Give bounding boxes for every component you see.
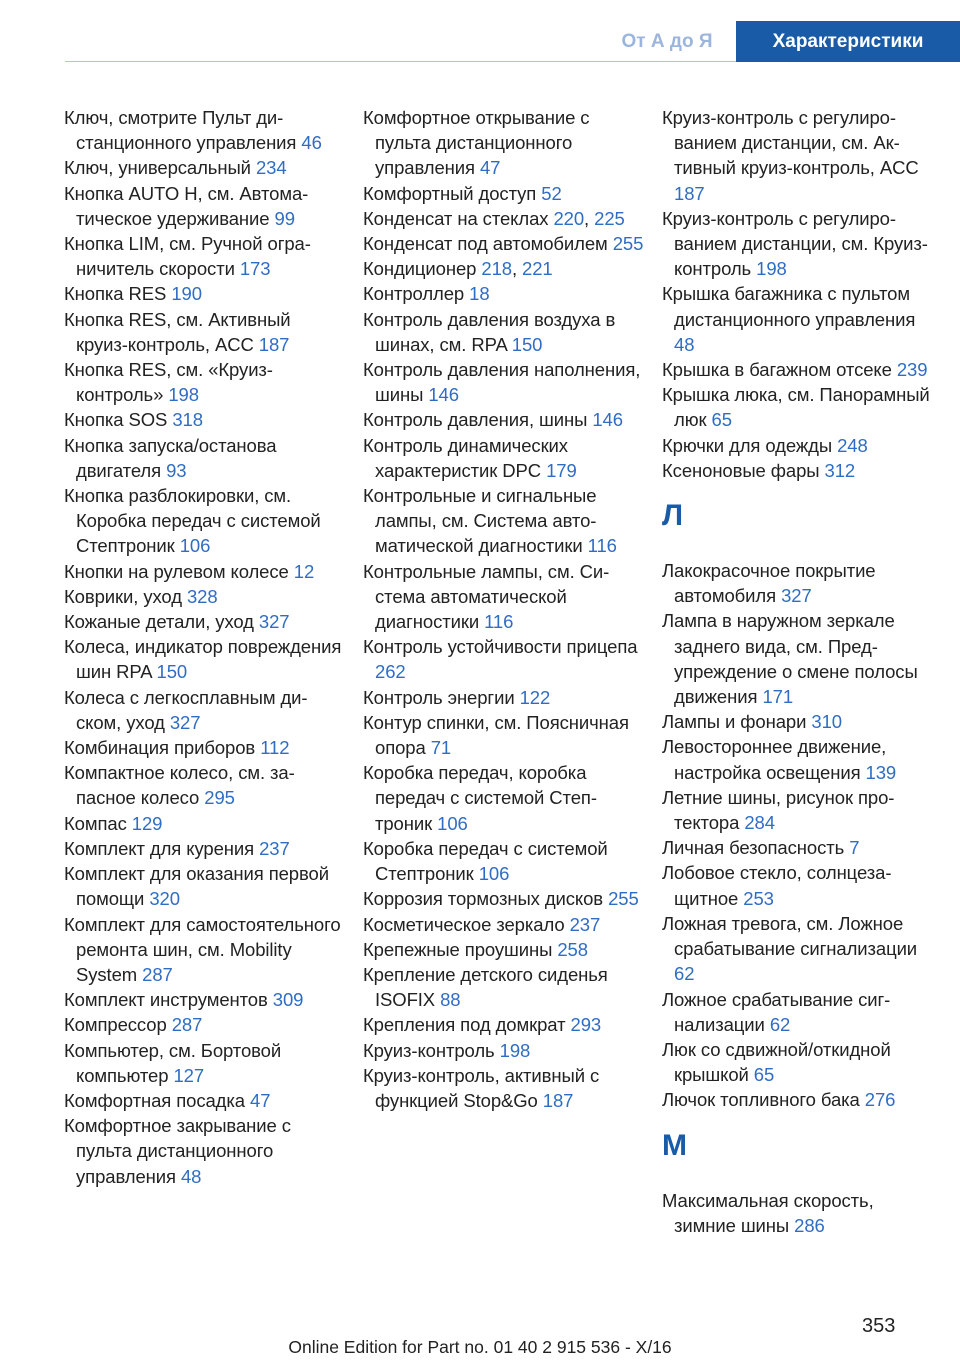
index-entry-text: Комплект для оказания первой помощи <box>64 863 329 910</box>
index-entry-text: Компьютер, см. Бортовой компьютер <box>64 1039 282 1086</box>
index-entry-text: Комфортный доступ <box>363 182 537 204</box>
page-reference-link[interactable]: 173 <box>239 258 271 280</box>
page-reference-link[interactable]: 18 <box>469 283 490 305</box>
index-entry-text: Контроль давления наполнения, шины <box>363 359 641 406</box>
index-entry-text: Крепления под домкрат <box>363 1014 566 1036</box>
page-reference-link[interactable]: 220 <box>553 207 585 229</box>
page-reference-link[interactable]: 187 <box>674 182 705 204</box>
index-entry-text: Комплект инструментов <box>64 989 268 1011</box>
index-entry-text: Колеса с легкосплавным диском, уход <box>64 686 308 733</box>
index-entry-text: Кнопка разблокировки, см. Коробка передач с системой Стептроник <box>64 485 321 557</box>
index-entry <box>64 407 346 432</box>
index-entry-text: Конденсат под автомобилем <box>363 233 608 255</box>
page-reference-link[interactable]: 150 <box>156 661 188 683</box>
index-entry <box>64 105 346 155</box>
page-reference-link[interactable]: 286 <box>794 1214 825 1236</box>
page-reference-link[interactable]: 106 <box>478 863 510 885</box>
page-reference-link[interactable]: 146 <box>428 384 459 406</box>
index-entry <box>64 181 346 231</box>
page-reference-link[interactable]: 190 <box>171 283 202 305</box>
page-reference-link[interactable]: 47 <box>479 157 501 179</box>
page-reference-link[interactable]: 99 <box>274 207 295 229</box>
index-entry-text: Лючок топливного бака <box>662 1089 860 1111</box>
index-entry <box>662 1188 938 1238</box>
index-entry <box>64 634 346 684</box>
index-entry <box>363 886 645 911</box>
index-entry-text: Кнопка RES, см. «Круиз-контроль» <box>64 359 273 406</box>
index-entry <box>64 433 346 483</box>
index-entry-text: Крепежные проушины <box>363 938 553 960</box>
edition-footer: Online Edition for Part no. 01 40 2 915 536 - X/16 <box>288 1337 672 1357</box>
page-reference-link[interactable]: 312 <box>824 459 856 481</box>
index-entry-text: Ложная тревога, см. Ложное срабатывание сигнализации <box>662 912 918 960</box>
index-entry-text: Круиз-контроль с регулированием дистанции, см. Круиз-контроль <box>662 207 928 280</box>
page-reference-link[interactable]: 327 <box>781 585 812 607</box>
page-reference-link[interactable]: 62 <box>674 963 695 985</box>
index-entry-text: Контрольные и сигнальные лампы, см. Система автоматической диагностики <box>363 485 597 557</box>
page-reference-link[interactable]: 122 <box>519 686 551 708</box>
page-reference-link[interactable]: 218 <box>481 258 512 280</box>
index-entry-text: Компактное колесо, см. запасное колесо <box>64 762 295 809</box>
index-entry <box>64 685 346 735</box>
index-entry-text: Контроллер <box>363 283 465 305</box>
index-entry <box>64 281 346 306</box>
page-reference-link[interactable]: 255 <box>608 888 639 910</box>
index-entry <box>662 206 938 282</box>
index-entry <box>363 634 645 684</box>
page-reference-link[interactable]: 12 <box>293 560 315 582</box>
index-entry-text: Комбинация приборов <box>64 737 256 759</box>
index-entry-text: Крышка в багажном отсеке <box>662 359 892 381</box>
index-entry-text: Кнопки на рулевом колесе <box>64 560 289 582</box>
index-entry-text: Ключ, смотрите Пульт дистанционного управления <box>64 107 297 154</box>
index-entry-text: Компас <box>64 812 127 834</box>
page-reference-link[interactable]: 248 <box>837 434 868 456</box>
page-reference-link[interactable]: 48 <box>180 1165 202 1187</box>
index-entry <box>363 937 645 962</box>
index-entry-text: Левостороннее движение, настройка освещения <box>662 736 887 783</box>
page-reference-link[interactable]: 46 <box>301 132 322 154</box>
index-entry <box>662 785 938 835</box>
index-entry-text: Ложное срабатывание сигнализации <box>662 988 891 1035</box>
index-entry-text: Контур спинки, см. Поясничная опора <box>363 711 629 759</box>
index-entry-text: Круиз-контроль <box>363 1039 495 1061</box>
page-reference-link[interactable]: 7 <box>849 837 860 859</box>
index-entry <box>64 1038 346 1088</box>
index-column-3 <box>662 105 938 1238</box>
page-reference-link[interactable]: 287 <box>171 1014 203 1036</box>
page-reference-link[interactable]: 62 <box>769 1013 791 1035</box>
index-entry-text: Круиз-контроль, активный с функцией Stop&Go <box>363 1064 600 1111</box>
index-entry <box>363 912 645 937</box>
page-reference-link[interactable]: 234 <box>255 157 287 179</box>
index-entry <box>64 735 346 760</box>
index-entry <box>64 861 346 911</box>
page-reference-link[interactable]: 198 <box>756 258 787 280</box>
page-reference-link[interactable]: 71 <box>430 737 452 759</box>
page-reference-link[interactable]: 327 <box>169 711 201 733</box>
page-reference-link[interactable]: 48 <box>674 333 695 355</box>
index-entry <box>64 836 346 861</box>
page-reference-link[interactable]: 237 <box>569 913 601 935</box>
index-entry-text: Комплект для самостоятельного ремонта шин, см. Mobility System <box>64 913 341 985</box>
index-entry: Кондиционер 218, 221 <box>363 258 553 280</box>
page-reference-link[interactable]: 127 <box>173 1064 205 1086</box>
index-entry-text: Кожаные детали, уход <box>64 611 254 633</box>
page-reference-link[interactable]: 255 <box>612 233 644 255</box>
index-entry <box>64 231 346 281</box>
index-entry-text: Кнопка AUTO H, см. Автоматическое удерживание <box>64 182 309 229</box>
index-entry <box>64 307 346 357</box>
index-entry <box>64 357 346 407</box>
index-entry <box>662 433 938 458</box>
index-entry-text: Коробка передач, коробка передач с системой Стептроник <box>363 762 597 834</box>
index-entry-text: Контроль устойчивости прицепа <box>363 636 638 658</box>
index-entry <box>64 1012 346 1037</box>
index-entry-text: Лобовое стекло, солнцезащитное <box>662 862 892 909</box>
index-entry <box>64 987 346 1012</box>
index-letter-heading: М <box>662 1128 687 1162</box>
page-reference-link[interactable]: 320 <box>149 888 180 910</box>
page-reference-link[interactable]: 187 <box>258 333 290 355</box>
index-entry-text: Контроль давления воздуха в шинах, см. RPA <box>363 308 616 355</box>
page-reference-link[interactable]: 198 <box>499 1039 531 1061</box>
index-entry-text: Контрольные лампы, см. Система автоматической диагностики <box>363 560 610 633</box>
page-reference-link[interactable]: 239 <box>896 359 928 381</box>
page-reference-link[interactable]: 146 <box>592 409 623 431</box>
index-entry-text: Контроль давления, шины <box>363 409 588 431</box>
page-reference-link[interactable]: 116 <box>587 535 617 557</box>
index-entry <box>64 811 346 836</box>
index-letter-heading: Л <box>662 499 684 533</box>
page-reference-link[interactable]: 106 <box>179 535 211 557</box>
page-reference-link[interactable]: 198 <box>168 384 199 406</box>
index-entry <box>662 458 938 483</box>
index-entry-text: Ксеноновые фары <box>662 459 820 481</box>
index-entry <box>363 1012 645 1037</box>
index-entry <box>363 231 645 256</box>
page-reference-link[interactable]: 65 <box>753 1064 775 1086</box>
index-entry-text: Коррозия тормозных дисков <box>363 888 604 910</box>
index-entry <box>363 433 645 483</box>
index-entry-text: Конденсат на стеклах <box>363 207 549 229</box>
index-column-1 <box>64 105 346 1189</box>
page-reference-link[interactable]: 287 <box>142 963 173 985</box>
index-entry <box>662 911 938 987</box>
index-entry <box>64 483 346 559</box>
page-reference-link[interactable]: 129 <box>131 812 163 834</box>
page-reference-link[interactable]: 253 <box>743 887 774 909</box>
page-reference-link[interactable]: 150 <box>511 333 543 355</box>
index-entry <box>363 281 645 306</box>
index-entry-text: Кнопка SOS <box>64 409 168 431</box>
index-entry <box>662 1087 938 1112</box>
page-reference-link[interactable]: 106 <box>437 812 468 834</box>
page-reference-link[interactable]: 52 <box>541 182 562 204</box>
index-entry <box>662 558 938 608</box>
index-entry <box>363 710 645 760</box>
page-reference-link[interactable]: 179 <box>546 459 577 481</box>
page-reference-link[interactable]: 221 <box>522 258 553 280</box>
index-entry <box>363 685 645 710</box>
index-entry-text: Комфортное открывание с пульта дистанционного управления <box>363 107 590 179</box>
index-entry <box>662 382 938 432</box>
index-entry <box>64 155 346 180</box>
page-reference-link[interactable]: 262 <box>375 661 406 683</box>
index-entry <box>662 734 938 784</box>
page-reference-link[interactable]: 112 <box>260 737 290 759</box>
index-entry-text: Летние шины, рисунок протектора <box>662 786 895 834</box>
index-entry <box>363 357 645 407</box>
index-entry-text: Крепление детского сиденья ISOFIX <box>363 963 608 1011</box>
index-entry <box>662 835 938 860</box>
index-entry <box>662 987 938 1037</box>
index-entry <box>662 709 938 734</box>
index-entry <box>64 1113 346 1189</box>
index-entry <box>363 836 645 886</box>
page-reference-link[interactable]: 258 <box>557 938 588 960</box>
index-entry-text: Лампы и фонари <box>662 711 807 733</box>
header-chapter-tab: Характеристики <box>736 21 960 62</box>
page-reference-link[interactable]: 187 <box>542 1089 574 1111</box>
index-entry-text: Крючки для одежды <box>662 434 833 456</box>
page-reference-link[interactable]: 327 <box>258 611 290 633</box>
index-entry <box>363 962 645 1012</box>
index-entry-text: Кондиционер <box>363 258 477 280</box>
page-reference-link[interactable]: 284 <box>744 812 775 834</box>
index-entry <box>64 609 346 634</box>
index-entry <box>363 1063 645 1113</box>
page-reference-link[interactable]: 139 <box>865 761 897 783</box>
index-entry-text: Люк со сдвижной/откидной крышкой <box>662 1038 891 1086</box>
index-entry <box>363 407 645 432</box>
page-reference-link[interactable]: 47 <box>250 1089 271 1111</box>
index-entry-text: Коврики, уход <box>64 585 182 607</box>
index-entry <box>64 912 346 988</box>
page-reference-link[interactable]: 293 <box>570 1014 602 1036</box>
page-header <box>0 21 960 61</box>
index-entry-text: Косметическое зеркало <box>363 913 565 935</box>
index-entry <box>64 1088 346 1113</box>
page-reference-link[interactable]: 65 <box>711 409 732 431</box>
page-reference-link[interactable]: 93 <box>166 459 187 481</box>
index-entry-text: Комфортное закрывание с пульта дистанционного управления <box>64 1115 291 1187</box>
index-entry-text: Ключ, универсальный <box>64 157 251 179</box>
index-entry <box>363 181 645 206</box>
index-entry <box>662 860 938 910</box>
index-entry-text: Комфортная посадка <box>64 1089 245 1111</box>
page-reference-link[interactable]: 295 <box>204 787 235 809</box>
page-reference-link[interactable]: 116 <box>484 611 514 633</box>
index-entry <box>363 307 645 357</box>
index-entry-text: Кнопка запуска/останова двигателя <box>64 434 277 481</box>
index-entry <box>662 1037 938 1087</box>
index-entry <box>662 281 938 357</box>
page-reference-link[interactable]: 171 <box>762 686 794 708</box>
index-entry <box>363 760 645 836</box>
index-entry <box>662 357 938 382</box>
index-entry-text: Кнопка LIM, см. Ручной ограничитель скорости <box>64 233 311 280</box>
index-entry-text: Круиз-контроль с регулированием дистанции, см. Активный круиз-контроль, ACC <box>662 107 919 179</box>
page-reference-link[interactable]: 318 <box>172 409 203 431</box>
page-reference-link[interactable]: 328 <box>186 585 218 607</box>
index-entry-text: Контроль динамических характеристик DPC <box>363 434 568 481</box>
index-entry <box>363 1038 645 1063</box>
page-reference-link[interactable]: 225 <box>594 207 625 229</box>
index-entry-text: Кнопка RES, см. Активный круиз-контроль, ACC <box>64 308 291 355</box>
index-entry-text: Кнопка RES <box>64 283 167 305</box>
index-entry <box>662 608 938 709</box>
page-reference-link[interactable]: 237 <box>259 837 290 859</box>
index-entry <box>363 559 645 635</box>
index-entry-text: Крышка багажника с пультом дистанционного управления <box>662 283 916 330</box>
index-entry <box>64 559 346 584</box>
header-section: От А до Я <box>621 31 713 52</box>
page-reference-link[interactable]: 276 <box>864 1089 896 1111</box>
index-entry-text: Личная безопасность <box>662 837 845 859</box>
index-entry <box>363 483 645 559</box>
index-column-2 <box>363 105 645 1113</box>
page-reference-link[interactable]: 309 <box>272 989 304 1011</box>
index-entry <box>363 105 645 181</box>
index-entry <box>64 584 346 609</box>
index-entry-text: Комплект для курения <box>64 837 255 859</box>
index-entry-text: Контроль энергии <box>363 686 515 708</box>
page-reference-link[interactable]: 310 <box>811 711 842 733</box>
page-number: 353 <box>862 1315 896 1337</box>
index-entry-text: Крышка люка, см. Панорамный люк <box>662 384 930 431</box>
index-entry-text: Компрессор <box>64 1014 167 1036</box>
index-entry-text: Максимальная скорость, зимние шины <box>662 1189 874 1236</box>
index-entry <box>662 105 938 206</box>
index-entry-text: Лакокрасочное покрытие автомобиля <box>662 560 876 607</box>
index-entry: Конденсат на стеклах 220, 225 <box>363 207 625 229</box>
page-reference-link[interactable]: 88 <box>440 989 461 1011</box>
index-entry-text: Коробка передач с системой Стептроник <box>363 837 608 885</box>
index-entry <box>64 760 346 810</box>
index-entry-text: Лампа в наружном зеркале заднего вида, см. Предупреждение о смене полосы движения <box>662 610 918 708</box>
index-entry-text: Колеса, индикатор повреждения шин RPA <box>64 636 342 683</box>
